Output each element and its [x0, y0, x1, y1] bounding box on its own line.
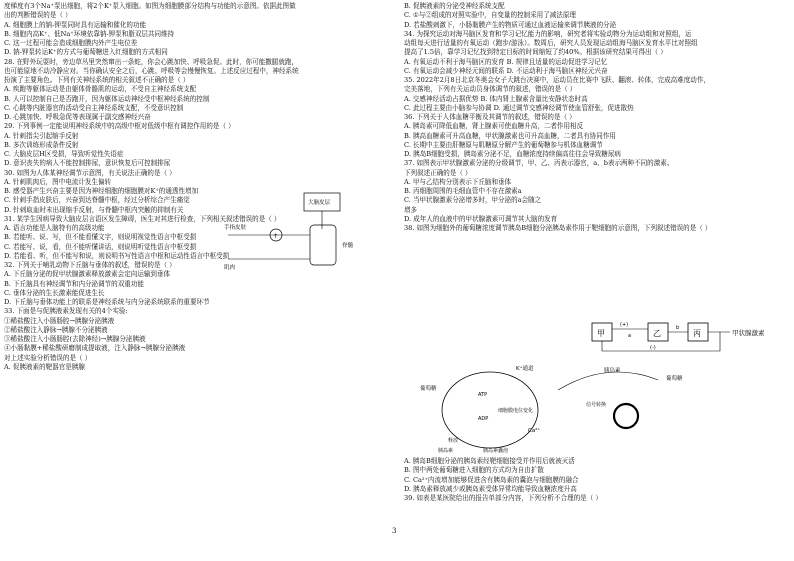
text-line: D. 针刺取血时未出现缩手反射，与脊髓中枢内突触的抑制有关 — [4, 205, 184, 214]
text-line: ①稀盐酸注入小肠肠腔→胰腺分泌胰液 — [4, 316, 115, 325]
text-line: A. 疾跑等躯体运动是由躯体骨骼肌的运动，不受自主神经系统支配 — [4, 85, 197, 94]
right-column-bottom — [404, 457, 788, 503]
glu-right-label: 葡萄糖 — [666, 376, 683, 382]
insulin-secretion-diagram — [408, 360, 698, 456]
adp-label: ADP — [478, 416, 489, 422]
a-label: a — [628, 333, 632, 339]
signal-label: 信号转换 — [586, 402, 607, 408]
text-line: 也可能原地不动冷静应对。当你确认安全之后，心跳、呼吸等会慢慢恢复。上述反应过程中，神经系统 — [4, 66, 299, 75]
text-line: A. 交感神经活动占据优势 B. 体内肾上腺素含量比安静状态时高 — [404, 94, 588, 103]
text-line: A. 胰岛B细胞分泌的胰岛素经靶细胞接受并作用后就被灭活 — [404, 457, 575, 465]
text-line: C. 当甲状腺激素分泌增多时，甲分泌的a会随之 — [404, 196, 542, 205]
right-column-top — [404, 2, 788, 233]
text-line: C. 这一过程可能会造成细胞膜内外产生电位差 — [4, 39, 138, 47]
text-line: B. 丙细胞周围的毛细血管中不存在激素a — [404, 187, 522, 195]
b-label: b — [676, 325, 680, 331]
left-column — [4, 2, 396, 372]
text-line: 29. 下列事例一定能说明神经系统中的高级中枢对低级中枢有调控作用的是（ ） — [4, 122, 235, 131]
text-line: ②稀盐酸注入静脉→胰腺不分泌胰液 — [4, 325, 108, 334]
hormone-axis-diagram — [590, 317, 780, 357]
text-line: 扮演了主要角色。下列有关神经系统的相关叙述不正确的是（ ） — [4, 76, 190, 84]
text-line: B. 若能听、说、写，但不能看懂文字，则说明视觉性语言中枢受损 — [4, 233, 197, 242]
text-line: B. 多次训练形成条件反射 — [4, 140, 79, 149]
target-cell-vesicle — [614, 404, 638, 428]
text-line: 36. 下列关于人体血糖平衡及其调节的叙述，错误的是（ ） — [404, 113, 576, 121]
text-line: 34. 为探究运动对海马脑区发育和学习记忆能力的影响，研究者将实验动物分为运动组和对照组，运 — [404, 29, 692, 38]
ca-label: Ca²⁺ — [528, 428, 541, 434]
text-line: C. 若能写、说，看，但不能听懂讲话，则说明听觉性语言中枢受损 — [4, 242, 197, 251]
spinal-cord-box — [310, 225, 336, 265]
text-line: A. 针刺肌肉后，图中电流计发生偏转 — [4, 177, 112, 186]
text-line: 35. 2022年2月8日北京冬奥会女子大跳台决赛中，运动员在比赛中飞跃、翻滚、转体，完成高难度动作， — [404, 76, 710, 84]
text-line: D. 成年人的血液中的甲状腺激素可调节其大脑的发育 — [404, 214, 558, 223]
text-line: C. Ca²⁺内流增加能够促进含有胰岛素的囊泡与细胞膜的融合 — [404, 475, 579, 484]
vesicle-label: 胰岛素囊泡 — [483, 448, 509, 454]
membrane-potential-label: 细胞膜电位变化 — [498, 408, 534, 414]
text-line: B. 人可以控制自己是否跑开，因为躯体运动神经受中枢神经系统的控制 — [4, 94, 210, 103]
text-line: C. ①与②组成的对照实验中，自变量的控制采用了减法原理 — [404, 11, 576, 20]
text-line: 出的判断错误的是（ ） — [4, 11, 72, 20]
text-line: ③稀盐酸注入小肠肠腔(去除神经)→胰腺分泌胰液 — [4, 335, 146, 343]
text-line: A. 甲与乙结构分别表示下丘脑和垂体 — [404, 177, 512, 186]
text-line: D. 胰岛素释放减少或胰岛素受体异常均能导致血糖浓度升高 — [404, 484, 577, 493]
text-line: A. 胰岛素可降低血糖，肾上腺素可使血糖升高，二者作用相反 — [404, 122, 584, 131]
text-line: C. 长期中主要由肝糖原与肌糖原分解产生的葡萄糖参与机体血糖调节 — [404, 140, 603, 149]
text-line: B. 胰高血糖素可升高血糖，甲状腺激素也可升高血糖，二者具有协同作用 — [404, 131, 616, 140]
feedback-line — [602, 332, 720, 351]
text-line: 增多 — [404, 205, 418, 214]
text-line: A. 有氧运动不利于海马脑区的发育 B. 规律且适量的运动促进学习记忆 — [404, 57, 608, 66]
insulin-label: 胰岛素 — [438, 448, 454, 454]
text-line: D. 若盐酸刺激下，小肠黏膜产生的物质可通过血液运输来调节胰液的分泌 — [404, 20, 617, 29]
muscle-label: 肌肉 — [224, 265, 236, 271]
text-line: 30. 如图为人体某神经调节示意图，有关说法正确的是（ ） — [4, 168, 176, 177]
text-line: B. 下丘脑具有神经调节和内分泌调节的双重功能 — [4, 279, 144, 288]
text-line: B. 图中两处葡萄糖进入细胞的方式均为自由扩散 — [404, 466, 544, 475]
text-line: 动组每天进行适量的有氧运动（跑步/游泳）。数周后，研究人员发现运动组海马脑区发育水平比对照组 — [404, 39, 698, 47]
text-line: C. 垂体分泌的生长激素能促进生长 — [4, 288, 105, 297]
text-line: C. 大脑皮层H区受损，导致听觉性失语症 — [4, 150, 124, 158]
text-line: A. 针刺指尖引起缩手反射 — [4, 131, 79, 140]
page-number: 3 — [392, 527, 397, 535]
text-line: C. 心跳等内脏器官的活动受自主神经系统支配，不受意识控制 — [4, 103, 184, 112]
text-line: 33. 下面是与促胰液素发现有关的4个实验: — [4, 307, 128, 316]
text-line: A. 细胞膜上的钠-钾泵同时具有运输和催化的功能 — [4, 20, 147, 29]
text-line: 28. 在野外玩耍时，旁边草丛里突然窜出一条蛇，你会心跳加快、呼吸急促。此时，你可能撒腿就跑， — [4, 57, 299, 66]
plus-label: (+) — [620, 322, 629, 328]
text-line: 31. 某学生因病导致大脑皮层言语区发生障碍，医生对其进行检查，下列相关叙述错误的是（ ） — [4, 214, 281, 223]
text-line: B. 感受器产生兴奋主要是因为神经细胞的细胞膜对K⁺的通透性增加 — [4, 187, 199, 195]
text-line: 39. 如表是某医院给出的报告单部分内容，下列分析不合理的是（ ） — [404, 494, 602, 502]
thyroxine-label: 甲状腺激素 — [732, 329, 765, 337]
reflex-diagram — [222, 191, 382, 273]
cortex-label: 大脑皮层 — [308, 200, 331, 206]
text-line: D. 钠-钾泵转运K⁺的方式与葡萄糖进入红细胞的方式相同 — [4, 48, 168, 57]
text-line: 下列叙述正确的是（ ） — [404, 168, 472, 177]
cord-label: 脊髓 — [342, 243, 354, 249]
text-line: 度梯度有3个Na⁺泵出细胞，将2个K⁺泵入细胞。如图为细胞膜部分结构与功能的示意图。依据此图做 — [4, 2, 296, 10]
text-line: 37. 如图表示甲状腺激素分泌的分级调节，甲、乙、丙表示器官，a、b表示两种不同的激素。 — [404, 159, 674, 168]
text-line: A. 语言功能是人脑特有的高级功能 — [4, 224, 105, 232]
text-line: B. 细胞内高K⁺、低Na⁺环境依靠钠-钾泵和脂双层共同维持 — [4, 29, 175, 38]
text-line: A. 促胰液素的靶器官是胰腺 — [4, 362, 85, 371]
text-line: A. 下丘脑分泌的促甲状腺激素释放激素会定向运输到垂体 — [4, 270, 171, 279]
meter-arrow: ↑ — [273, 233, 279, 240]
text-line: ④小肠黏膜+稀盐酸研磨制成提取液，注入静脉→胰腺分泌胰液 — [4, 344, 186, 353]
atp-label: ATP — [478, 392, 488, 398]
text-line: B. 促胰液素的分泌受神经系统支配 — [404, 2, 505, 10]
skin-label: 手指皮肤 — [224, 225, 247, 231]
text-line: C. 有氧运动会减少神经元间的联系 D. 不运动利于海马脑区神经元兴奋 — [404, 66, 608, 75]
minus-label: (-) — [650, 345, 656, 351]
k-channel-label: K⁺通道 — [516, 366, 534, 372]
text-line: 对上述实验分析错误的是（ ） — [4, 353, 92, 362]
text-line: D. 胰岛B细胞受损，胰岛素分泌不足，血糖浓度持续偏高往往会导致糖尿病 — [404, 150, 621, 158]
text-line: C. 针刺手指皮肤后，兴奋到达脊髓中枢，经过分析综合产生痛觉 — [4, 196, 190, 205]
text-line: 提高了1.5倍，靠学习记忆找到特定目标的时间缩短了约40%。根据该研究结果可得出（ ） — [404, 48, 667, 57]
blood-vessel-line — [558, 372, 658, 390]
yi-label: 乙 — [653, 329, 661, 338]
text-line: C. 此过程主要由小脑参与协调 D. 通过调节交感神经调节使血管舒张，促进散热 — [404, 103, 634, 112]
release-label: 释放 — [448, 438, 459, 444]
glucose-label: 葡萄糖 — [420, 386, 437, 392]
text-line: 完美落地，下列有关运动员身体调节的叙述，错误的是（ ） — [404, 85, 577, 94]
text-line: D. 心跳加快、呼吸急促等表现属于副交感神经兴奋 — [4, 113, 151, 121]
ins-label: 胰岛素 — [604, 368, 621, 374]
bing-label: 丙 — [693, 329, 701, 338]
text-line: D. 下丘脑与垂体功能上的联系是神经系统与内分泌系统联系的重要环节 — [4, 298, 210, 306]
text-line: 38. 如图为细胞外的葡萄糖浓度调节胰岛B细胞分泌胰岛素作用于靶细胞的示意图，下列叙述错误的是（ ） — [404, 224, 712, 232]
text-line: D. 若能看、听，但不能写和说，则说明书写性语言中枢和运动性语言中枢受损 — [4, 251, 230, 260]
text-line: D. 意识丧失的病人不能控制排尿，意识恢复后可控制排尿 — [4, 159, 171, 168]
jia-label: 甲 — [597, 329, 605, 338]
text-line: 32. 下列关于哺乳动物下丘脑与垂体的叙述，错误的是（ ） — [4, 261, 176, 269]
